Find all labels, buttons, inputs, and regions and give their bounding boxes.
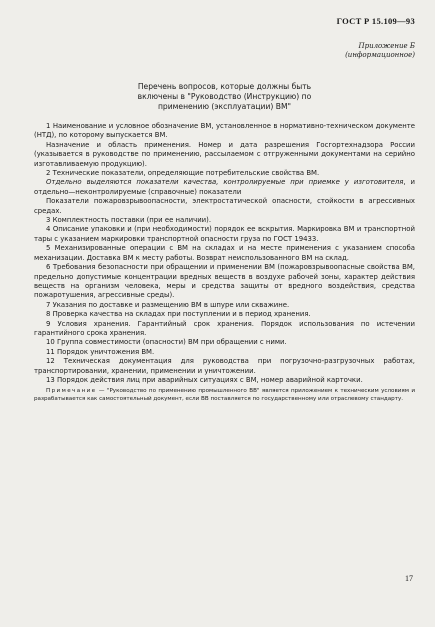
appendix-label	[34, 42, 415, 60]
paragraph-12: 12 Техническая документация для руководства при погрузочно-разгрузочных работах, транспортировании, хранении, применении и уничтожении.	[34, 357, 415, 375]
title-line-3: применению (эксплуатации) ВМ"	[157, 102, 292, 111]
paragraph-7: 7 Указания по доставке и размещению ВМ в шпуре или скважине.	[46, 300, 290, 309]
paragraph-4: 4 Описание упаковки и (при необходимости) порядок ее вскрытия. Маркировка ВМ и транспортной тары с указанием маркировки транспортной опасности груза по ГОСТ 19433.	[34, 225, 415, 243]
title-line-2: включены в "Руководство (Инструкцию) по	[137, 92, 312, 101]
paragraph-2-quality-italic: Отдельно выделяются показатели качества, контролируемые при приемке у изготовителя	[46, 178, 404, 187]
paragraph-13: 13 Порядок действия лиц при аварийных ситуациях с ВМ, номер аварийной карточки.	[46, 375, 363, 384]
paragraph-5: 5 Механизированные операции с ВМ на складах и на месте применения с указанием способа механизации. Доставка ВМ к месту работы. Возврат неиспользованного ВМ на склад.	[34, 244, 415, 262]
paragraph-1: 1 Наименование и условное обозначение ВМ, установленное в нормативно-техническом документе (НТД), по которому выпускается ВМ.	[34, 122, 415, 140]
appendix-title: Приложение Б	[358, 42, 415, 50]
paragraph-10: 10 Группа совместимости (опасности) ВМ при обращении с ними.	[46, 338, 287, 347]
standard-header: ГОСТ Р 15.109—93	[336, 16, 415, 26]
title-line-1: Перечень вопросов, которые должны быть	[137, 82, 312, 91]
paragraph-2-quality	[34, 178, 415, 197]
footnote-label: Примечание	[46, 388, 97, 395]
footnote-text: — "Руководство по применению промышленного ВВ" является приложением к техническим условиям и разрабатывается как самостоятельный документ, если ВВ поставляется по государственному или отраслевому стандарту.	[34, 388, 415, 403]
document-title	[34, 82, 415, 112]
paragraph-2-hazards: Показатели пожаровзрывоопасности, электростатической опасности, стойкости в агрессивных средах.	[34, 197, 415, 215]
paragraph-8: 8 Проверка качества на складах при поступлении и в период хранения.	[46, 310, 311, 319]
paragraph-11: 11 Порядок уничтожения ВМ.	[46, 347, 155, 356]
paragraph-6: 6 Требования безопасности при обращении и применении ВМ (пожаровзрывоопасные свойства ВМ, предельно допустимые концентрации вредных веществ в воздухе рабочей зоны, характер действия веществ на организм человека, меры и средства защиты от вредного воздействия, средства пожаротушения, агрессивные среды).	[34, 263, 415, 300]
page-number: 17	[405, 574, 413, 583]
paragraph-1-purpose: Назначение и область применения. Номер и дата разрешения Госгортехнадзора России (указывается в руководстве по применению, рассылаемом с отгруженными документами на серийно изготавливаемую продукцию).	[34, 140, 415, 168]
document-body	[34, 122, 415, 403]
footnote	[34, 387, 415, 403]
appendix-type: (информационное)	[345, 51, 415, 59]
paragraph-9: 9 Условия хранения. Гарантийный срок хранения. Порядок использования по истечении гарантийного срока хранения.	[34, 319, 415, 337]
paragraph-2: 2 Технические показатели, определяющие потребительские свойства ВМ.	[46, 169, 320, 178]
paragraph-2-quality-rest: , и отдельно—неконтролируемые (справочные) показатели	[34, 178, 416, 196]
paragraph-3: 3 Комплектность поставки (при ее наличии).	[46, 216, 212, 225]
